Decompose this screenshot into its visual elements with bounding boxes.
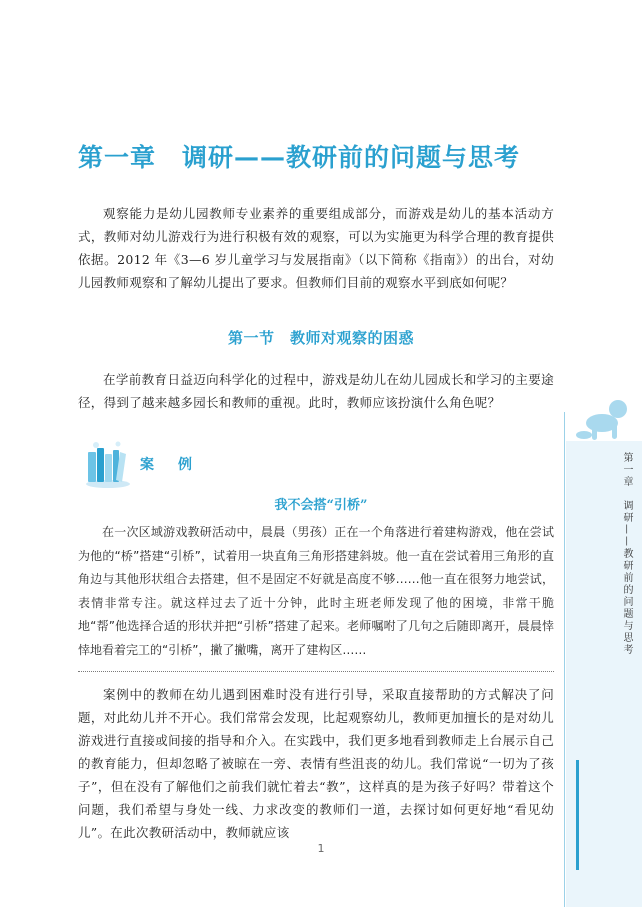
case-title: 我不会搭“引桥” bbox=[274, 498, 368, 513]
crawling-child-icon bbox=[568, 397, 636, 445]
section-title: 第一节 教师对观察的困惑 bbox=[227, 329, 414, 347]
chapter-title: 第一章 调研——教研前的问题与思考 bbox=[78, 143, 521, 172]
page-number: 1 bbox=[317, 842, 325, 855]
books-icon bbox=[82, 438, 134, 490]
case-divider bbox=[78, 671, 554, 672]
case-label: 案 例 bbox=[140, 457, 197, 473]
side-divider-line bbox=[564, 412, 565, 907]
section-paragraph: 在学前教育日益迈向科学化的过程中，游戏是幼儿在幼儿园成长和学习的主要途径，得到了越来越多园长和教师的重视。此时，教师应该扮演什么角色呢？ bbox=[78, 372, 554, 410]
analysis-paragraph: 案例中的教师在幼儿遇到困难时没有进行引导，采取直接帮助的方式解决了问题，对此幼儿并不开心。我们常常会发现，比起观察幼儿，教师更加擅长的是对幼儿游戏进行直接或间接的指导和介入。在实践中，我们更多地看到教师走上台展示自己的教育能力，但却忽略了被晾在一旁、表情有些沮丧的幼儿。我们常说“一切为了孩子”，但在没有了解他们之前我们就忙着去“教”，这样真的是为孩子好吗？带着这个问题，我们希望与身处一线、力求改变的教师们一道，去探讨如何更好地“看见幼儿”。在此次教研活动中，教师就应该 bbox=[78, 687, 554, 840]
side-tab-text: 第一章 调研——教研前的问题与思考 bbox=[621, 452, 632, 656]
intro-paragraph: 观察能力是幼儿园教师专业素养的重要组成部分，而游戏是幼儿的基本活动方式，教师对幼儿游戏行为进行积极有效的观察，可以为实施更为科学合理的教育提供依据。2012 年《3—6 岁儿童学习与发展指南》（以下简称《指南》）的出台，对幼儿园教师观察和了解幼儿提出了要求。但教师们目前的观察水平到底如何呢？ bbox=[78, 206, 554, 290]
case-text: 在一次区域游戏教研活动中，晨晨（男孩）正在一个角落进行着建构游戏，他在尝试为他的“桥”搭建“引桥”，试着用一块直角三角形搭建斜坡。他一直在尝试着用三角形的直角边与其他形状组合去搭建，但不是固定不好就是高度不够……他一直在很努力地尝试，表情非常专注。就这样过去了近十分钟，此时主班老师发现了他的困境，非常干脆地“帮”他选择合适的形状并把“引桥”搭建了起来。老师嘱咐了几句之后随即离开，晨晨悻悻地看着完工的“引桥”，撇了撇嘴，离开了建构区…… bbox=[78, 525, 554, 657]
